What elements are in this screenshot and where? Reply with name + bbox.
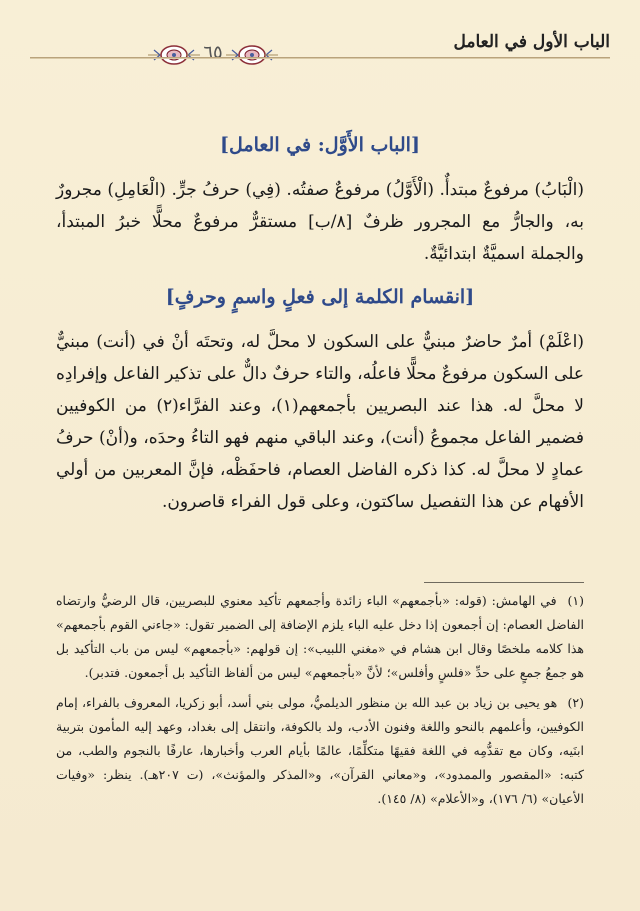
- header-divider: [30, 57, 610, 59]
- footnote-number: (١): [567, 593, 584, 608]
- page-number: ٦٥: [203, 42, 223, 63]
- footnotes: [56, 582, 584, 817]
- main-text: [56, 126, 584, 518]
- section-title-chapter: [الباب الأَوَّل: في العامل]: [220, 134, 420, 156]
- floral-ornament-icon: [226, 42, 278, 68]
- paragraph-word-division: (اعْلَمْ) أمرٌ حاضرٌ مبنيٌّ على السكون لا محلَّ له، وتحتَه أنْ في (أنت) مبنيٌّ على السكون مرفوعٌ محلًّا فاعلُه، والتاء حرفٌ دالٌّ على تذكير الفاعل وإفرادِه لا محلَّ له. هذا عند البصريين بأجمعهم(١)، وعند الفرَّاء(٢) من الكوفيين فضمير الفاعل مجموعُ (أنت)، وعند الباقي منهم فهو التاءُ وحدَه، و(أنْ) حرفُ عمادٍ لا محلَّ له. كذا ذكره الفاضل العصام، فاحفَظْه، فإنَّ المعربين من أولي الأفهام عن هذا التفصيل ساكتون، وعلى قول الفراء قاصرون.: [56, 332, 584, 512]
- footnote-text: في الهامش: (قوله: «بأجمعهم» الباء زائدة وأجمعهم تأكيد معنوي للبصريين، قال الرضيُّ وارتضاه الفاضل العصام: إن أجمعون إذا دخل عليه الباء يلزم الإضافة إلى الضمير تقول: «جاءني القوم بأجمعهم» هذا كلامه ملخصًا وقال ابن هشام في «مغني اللبيب»: إن قولهم: «بأجمعهم» ليس من باب التأكيد بل هو جمعُ جمعٍ على حدِّ «فلسٍ وأفلس»؛ لأنَّ «بأجمعهم» ليس من ألفاظ التأكيد بل أجمعون. فتدبر).: [56, 593, 584, 680]
- footnote-number: (٢): [567, 695, 584, 710]
- paragraph-chapter-analysis: (الْبَابُ) مرفوعٌ مبتدأٌ. (الْأَوَّلُ) مرفوعٌ صفتُه. (فِي) حرفُ جرٍّ. (الْعَامِلِ) مجرورٌ به، والجارُّ مع المجرور ظرفٌ [٨/ب] مستقرٌّ مرفوعٌ محلًّا خبرُ المبتدأ، والجملة اسميَّةٌ ابتدائيَّةٌ.: [56, 180, 584, 264]
- section-title-word-division: [انقسام الكلمة إلى فعلٍ واسمٍ وحرفٍ]: [165, 286, 475, 308]
- footnote-1: [56, 589, 584, 685]
- footnote-text: هو يحيى بن زياد بن عبد الله بن منظور الديلميُّ، مولى بني أسد، أبو زكريا، المعروف بالفراء، إمام الكوفيين، وأعلمهم بالنحو واللغة وفنون الأدب، ولد بالكوفة، وانتقل إلى بغداد، وعهد إليه المأمون بتربية ابنَيه، وكان مع تقدُّمِه في اللغة فقيهًا متكلِّمًا، عالمًا بأيام العرب وأخبارها، عارفًا بالنجوم والطب، من كتبه: «المقصور والممدود»، و«معاني القرآن»، و«المذكر والمؤنث»، (ت ٢٠٧هـ). ينظر: «وفيات الأعيان» (٦/ ١٧٦)، و«الأعلام» (٨/ ١٤٥).: [56, 695, 584, 806]
- footnote-2: [56, 691, 584, 811]
- floral-ornament-icon: [148, 42, 200, 68]
- page-header: [30, 28, 610, 68]
- footnote-separator: [424, 582, 584, 589]
- running-head-title: الباب الأول في العامل: [453, 32, 610, 52]
